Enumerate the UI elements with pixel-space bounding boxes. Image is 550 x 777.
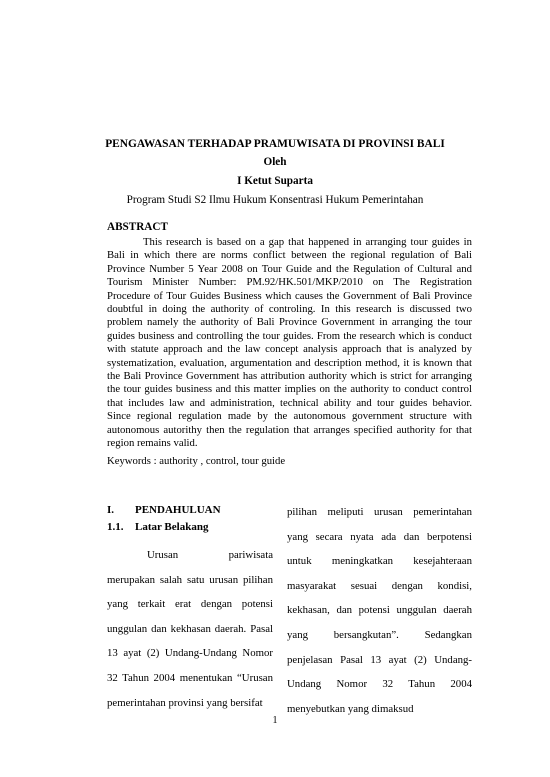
body-column-right: pilihan meliputi urusan pemerintahan yang secara nyata ada dan berpotensi untuk meningkatkan kesejahteraan masyarakat sesuai dengan kondisi, kekhasan, dan potensi unggulan daerah yang bersangkutan”. Sedangkan penjelasan Pasal 13 ayat (2) Undang-Undang Nomor 32 Tahun 2004 menyebutkan yang dimaksud [287, 506, 472, 715]
keywords-line: Keywords : authority , control, tour guide [107, 455, 286, 467]
subsection-title: Latar Belakang [135, 521, 209, 533]
section-heading [107, 504, 221, 516]
subsection-heading [107, 521, 208, 533]
abstract-body: This research is based on a gap that happened in arranging tour guides in Bali in which there are norms conflict between the regional regulation of Bali Province Number 5 Year 2008 on Tour Guide and the Regulation of Cultural and Tourism Minister Number: PM.92/HK.501/MKP/2010 on The Registration Procedure of Tour Guides Business which causes the Government of Bali Province doubtful in doing the authority of controling. In this research is discussed two problem namely the authority of Bali Province Government in arranging the tour guides business and controlling the tour guides. From the research which is conduct with statute approach and the law concept analysis approach that is analyzed by systematization, evaluation, argumentation and description method, it is known that the Bali Province Government has attribution authority which is strict for arranging the tour guides business and this matter implies on the authority to conduct control that includes law and administration, technical ability and tour guides behavior. Since regional regulation made by the autonomous government structure with autonomous autorithy then the regulation that arranges specified authority for that region remains valid. [107, 236, 472, 450]
author-name: I Ketut Suparta [237, 175, 313, 187]
section-number: I. [107, 504, 115, 516]
author-affiliation: Program Studi S2 Ilmu Hukum Konsentrasi Hukum Pemerintahan [126, 194, 424, 206]
subsection-number: 1.1. [107, 521, 124, 533]
byline-label: Oleh [263, 156, 287, 168]
page-number: 1 [272, 715, 278, 726]
abstract-heading: ABSTRACT [107, 221, 168, 233]
section-title: PENDAHULUAN [135, 504, 221, 516]
body-column-left: Urusan pariwisata merupakan salah satu urusan pilihan yang terkait erat dengan potensi unggulan dan kekhasan daerah. Pasal 13 ayat (2) Undang-Undang Nomor 32 Tahun 2004 menentukan “Urusan pemerintahan provinsi yang bersifat [107, 549, 273, 709]
paper-title: PENGAWASAN TERHADAP PRAMUWISATA DI PROVINSI BALI [105, 138, 445, 150]
